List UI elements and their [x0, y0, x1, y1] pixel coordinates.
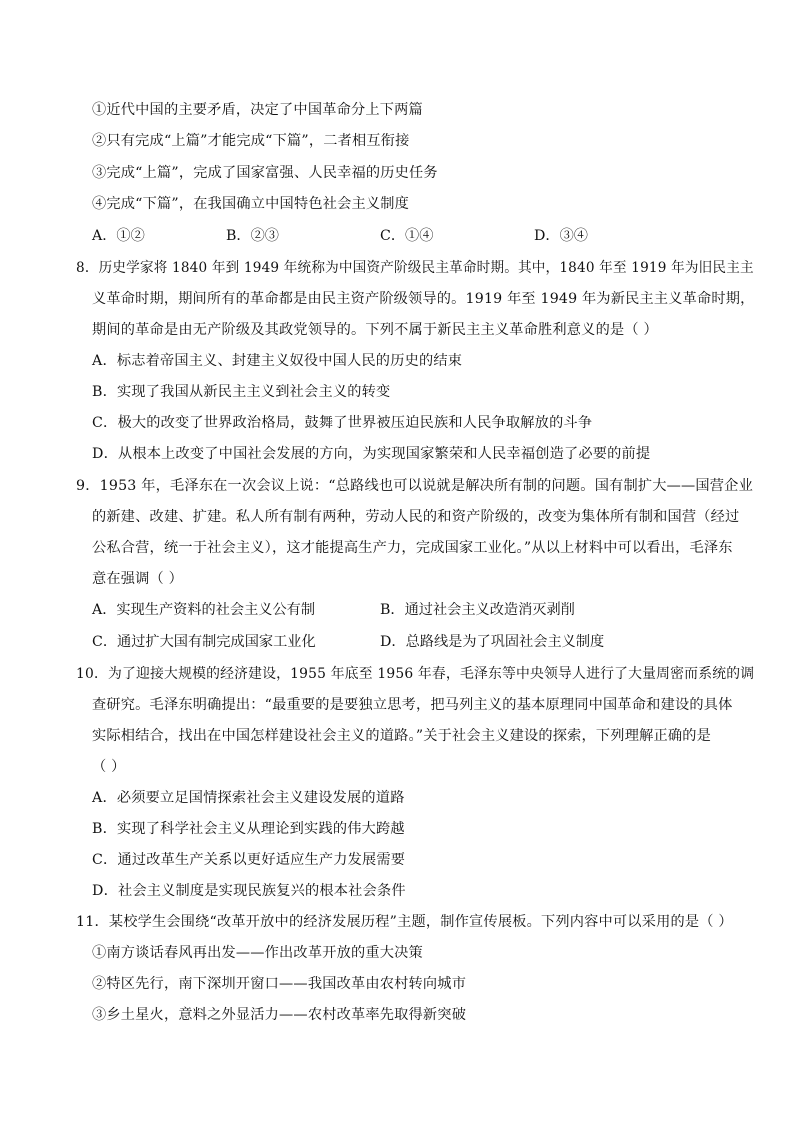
q10-option-c: C．通过改革生产关系以更好适应生产力发展需要 [92, 852, 406, 868]
q10-option-b: B．实现了科学社会主义从理论到实践的伟大跨越 [92, 821, 405, 837]
q10-option-d: D．社会主义制度是实现民族复兴的根本社会条件 [92, 883, 406, 899]
q8-stem-line-2: 义革命时期，期间所有的革命都是由民主资产阶级领导的。1919 年至 1949 年为新民主主义革命时期， [92, 291, 755, 307]
q10-stem-line-1: 10．为了迎接大规模的经济建设，1955 年底至 1956 年春，毛泽东等中央领导人进行了大量周密而系统的调 [76, 666, 755, 682]
q8-stem-line-1: 8．历史学家将 1840 年到 1949 年统称为中国资产阶级民主革命时期。其中，1840 年至 1919 年为旧民主主 [76, 260, 754, 276]
q10-option-a: A．必须要立足国情探索社会主义建设发展的道路 [92, 790, 405, 806]
q11-stem-line-1: 11．某校学生会围绕“改革开放中的经济发展历程”主题，制作宣传展板。下列内容中可以采用的是（ ） [76, 914, 733, 930]
q7-option-d: D．③④ [534, 228, 588, 244]
q7-statement-1: ①近代中国的主要矛盾，决定了中国革命分上下两篇 [92, 102, 423, 118]
q9-option-b: B．通过社会主义改造消灭剥削 [380, 602, 575, 618]
q8-option-c: C．极大的改变了世界政治格局，鼓舞了世界被压迫民族和人民争取解放的斗争 [92, 415, 593, 431]
q9-stem-line-1: 9．1953 年，毛泽东在一次会议上说：“总路线也可以说就是解决所有制的问题。国有制扩大——国营企业 [76, 478, 753, 494]
q9-option-d: D．总路线是为了巩固社会主义制度 [380, 634, 605, 650]
q7-option-b: B．②③ [226, 228, 279, 244]
q11-statement-1: ①南方谈话春风再出发——作出改革开放的重大决策 [92, 945, 423, 961]
q7-statement-4: ④完成“下篇”，在我国确立中国特色社会主义制度 [92, 196, 410, 212]
q9-stem-line-2: 的新建、改建、扩建。私人所有制有两种，劳动人民的和资产阶级的，改变为集体所有制和国营（经过 [92, 509, 740, 525]
q9-option-c: C．通过扩大国有制完成国家工业化 [92, 634, 316, 650]
q10-stem-line-3: 实际相结合，找出在中国怎样建设社会主义的道路。”关于社会主义建设的探索，下列理解正确的是 [92, 728, 712, 744]
q7-statement-3: ③完成“上篇”，完成了国家富强、人民幸福的历史任务 [92, 165, 438, 181]
q9-stem-line-4: 意在强调（ ） [92, 571, 184, 587]
q11-statement-2: ②特区先行，南下深圳开窗口——我国改革由农村转向城市 [92, 976, 467, 992]
q8-stem-line-3: 期间的革命是由无产阶级及其政党领导的。下列不属于新民主主义革命胜利意义的是（ ） [92, 322, 658, 338]
q8-option-b: B．实现了我国从新民主主义到社会主义的转变 [92, 384, 391, 400]
q10-stem-line-4: （ ） [92, 759, 126, 775]
q9-option-a: A．实现生产资料的社会主义公有制 [92, 602, 316, 618]
q7-option-c: C．①④ [380, 228, 434, 244]
q9-stem-line-3: 公私合营，统一于社会主义），这才能提高生产力，完成国家工业化。”从以上材料中可以看出，毛泽东 [92, 540, 733, 556]
q8-option-a: A．标志着帝国主义、封建主义奴役中国人民的历史的结束 [92, 353, 463, 369]
q10-stem-line-2: 查研究。毛泽东明确提出：“最重要的是要独立思考，把马列主义的基本原理同中国革命和建设的具体 [92, 697, 733, 713]
q7-option-a: A．①② [92, 228, 145, 244]
q7-statement-2: ②只有完成“上篇”才能完成“下篇”，二者相互衔接 [92, 133, 410, 149]
q8-option-d: D．从根本上改变了中国社会发展的方向，为实现国家繁荣和人民幸福创造了必要的前提 [92, 446, 651, 462]
q11-statement-3: ③乡土星火，意料之外显活力——农村改革率先取得新突破 [92, 1007, 467, 1023]
